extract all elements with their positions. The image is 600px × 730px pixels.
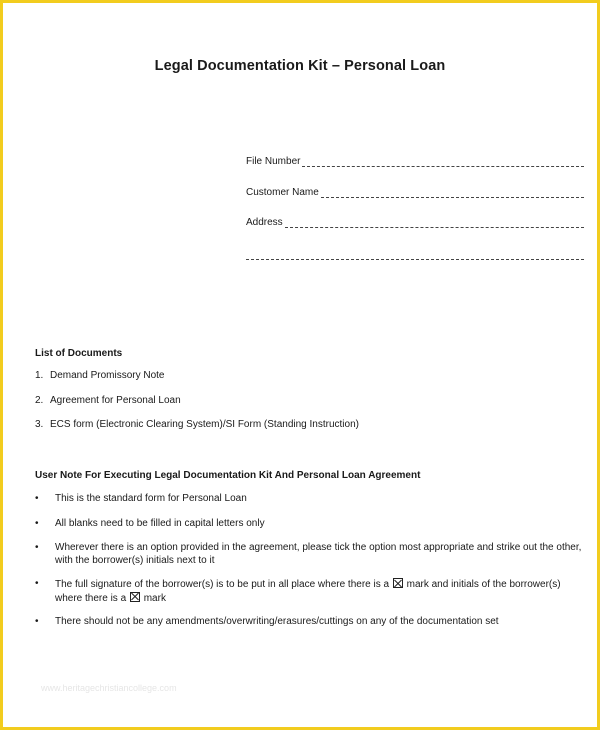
file-number-label: File Number <box>246 156 301 167</box>
notes-list <box>35 493 583 629</box>
list-item-text: Agreement for Personal Loan <box>50 394 181 406</box>
file-number-field[interactable] <box>246 156 584 167</box>
notes-heading: User Note For Executing Legal Documentation Kit And Personal Loan Agreement <box>35 470 421 481</box>
note-text: All blanks need to be filled in capital letters only <box>55 517 265 529</box>
customer-name-label: Customer Name <box>246 187 319 198</box>
note-text-part: The full signature of the borrower(s) is to be put in all place where there is a <box>55 579 392 590</box>
bullet: • <box>35 542 39 553</box>
bullet: • <box>35 517 39 529</box>
address-line-2-field[interactable] <box>246 251 584 260</box>
customer-name-field[interactable] <box>246 187 584 198</box>
list-item <box>35 578 583 605</box>
file-number-blank[interactable] <box>302 158 584 167</box>
note-text: Wherever there is an option provided in the agreement, please tick the option most appropriate and strike out the other, with the borrower(s) initials next to it <box>55 542 582 566</box>
document-title: Legal Documentation Kit – Personal Loan <box>154 58 446 74</box>
documents-list <box>35 370 555 444</box>
document-page <box>6 6 594 724</box>
bullet: • <box>35 493 39 504</box>
note-text: This is the standard form for Personal Loan <box>55 493 247 504</box>
bullet: • <box>35 616 39 627</box>
address-label: Address <box>246 217 283 228</box>
note-text-part: mark and initials of the borrower(s) where there is a <box>55 579 561 604</box>
list-item-number: 2. <box>35 394 44 406</box>
note-text: There should not be any amendments/overwriting/erasures/cuttings on any of the documentation set <box>55 616 499 627</box>
list-item <box>35 370 555 395</box>
address-line-2-blank[interactable] <box>246 251 584 260</box>
crossed-box-icon <box>130 592 140 602</box>
note-text-part: mark <box>140 592 166 604</box>
bullet: • <box>35 578 39 589</box>
watermark: www.heritagechristiancollege.com <box>41 683 177 693</box>
customer-name-blank[interactable] <box>321 189 584 198</box>
documents-heading: List of Documents <box>35 348 123 359</box>
list-item <box>35 395 555 420</box>
list-item <box>35 419 555 444</box>
address-field[interactable] <box>246 217 584 228</box>
list-item-number: 3. <box>35 419 44 430</box>
list-item <box>35 493 583 506</box>
list-item-number: 1. <box>35 370 44 381</box>
list-item <box>35 542 583 567</box>
list-item <box>35 616 583 629</box>
list-item-text: ECS form (Electronic Clearing System)/SI Form (Standing Instruction) <box>50 419 359 430</box>
list-item-text: Demand Promissory Note <box>50 370 165 381</box>
note-text <box>55 578 583 605</box>
address-blank[interactable] <box>285 219 584 228</box>
crossed-box-icon <box>393 578 403 588</box>
list-item <box>35 518 583 531</box>
